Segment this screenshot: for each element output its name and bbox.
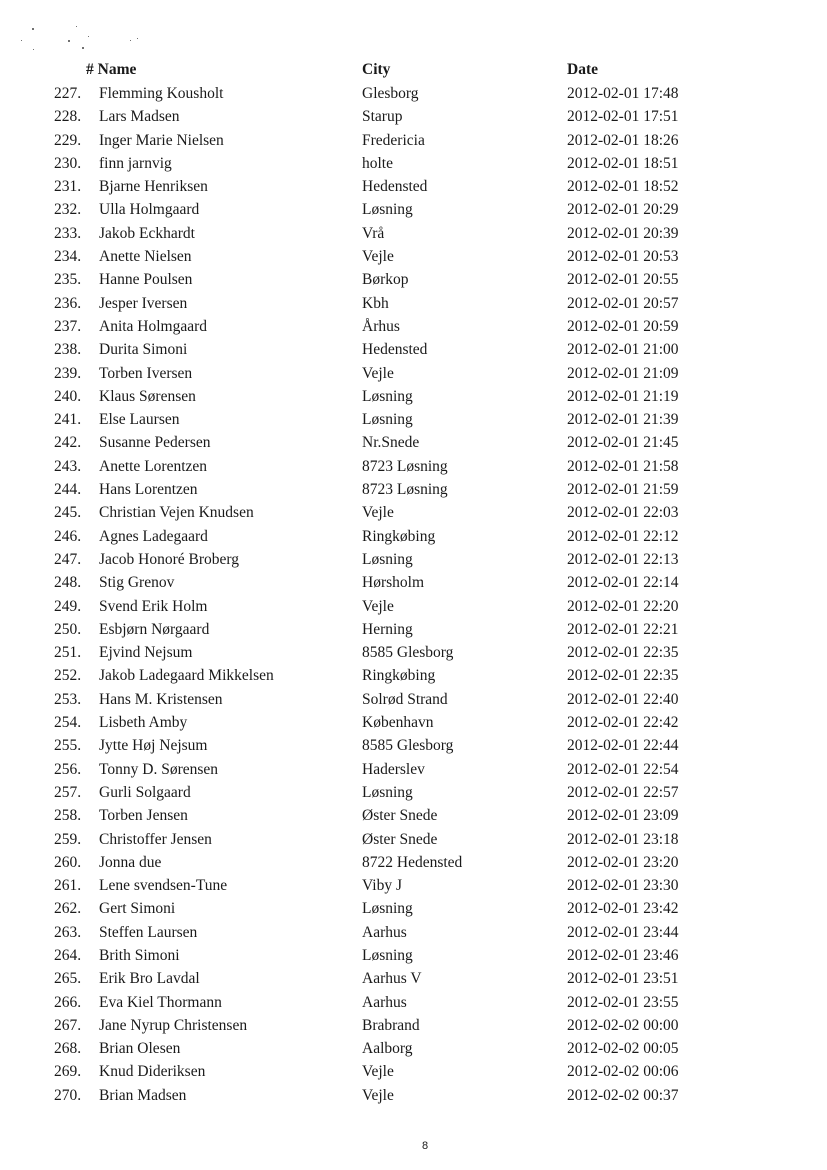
row-city: Løsning: [362, 946, 413, 964]
row-date: 2012-02-01 22:14: [567, 574, 679, 592]
row-number: 252.: [54, 667, 82, 685]
table-row: [0, 550, 827, 573]
row-name: Anette Nielsen: [99, 248, 192, 266]
row-number: 243.: [54, 457, 82, 475]
table-row: [0, 597, 827, 620]
row-number: 234.: [54, 248, 82, 266]
row-number: 230.: [54, 154, 82, 172]
row-city: Løsning: [362, 387, 413, 405]
row-city: Løsning: [362, 201, 413, 219]
page-number: 8: [421, 1140, 429, 1152]
row-date: 2012-02-01 21:59: [567, 481, 679, 499]
table-row: [0, 876, 827, 899]
row-number: 237.: [54, 317, 82, 335]
table-row: [0, 154, 827, 177]
row-date: 2012-02-02 00:06: [567, 1063, 679, 1081]
row-name: Lars Madsen: [99, 108, 180, 126]
row-date: 2012-02-01 17:48: [567, 85, 679, 102]
table-row: [0, 270, 827, 293]
row-date: 2012-02-01 23:20: [567, 853, 679, 871]
row-date: 2012-02-01 22:54: [567, 760, 679, 778]
row-number: 268.: [54, 1040, 82, 1058]
table-row: [0, 713, 827, 736]
row-city: Hedensted: [362, 178, 428, 196]
row-date: 2012-02-01 22:57: [567, 783, 679, 801]
row-name: Durita Simoni: [99, 341, 188, 359]
row-number: 231.: [54, 178, 82, 196]
row-name: Gert Simoni: [99, 900, 176, 918]
row-number: 253.: [54, 690, 82, 708]
row-date: 2012-02-01 23:44: [567, 923, 679, 941]
row-number: 260.: [54, 853, 82, 871]
row-name: Hans Lorentzen: [99, 481, 198, 499]
row-name: Knud Dideriksen: [99, 1063, 206, 1081]
row-city: Løsning: [362, 411, 413, 429]
row-name: Inger Marie Nielsen: [99, 131, 224, 149]
row-number: 254.: [54, 714, 82, 732]
table-row: [0, 364, 827, 387]
row-date: 2012-02-02 00:05: [567, 1040, 679, 1058]
row-city: København: [362, 714, 434, 732]
row-name: Lene svendsen-Tune: [99, 877, 228, 895]
row-number: 235.: [54, 271, 82, 289]
row-date: 2012-02-01 20:55: [567, 271, 679, 289]
row-date: 2012-02-01 23:30: [567, 877, 679, 895]
row-number: 228.: [54, 108, 82, 126]
row-city: Vejle: [362, 504, 394, 522]
row-city: Ringkøbing: [362, 667, 436, 685]
row-number: 244.: [54, 481, 82, 499]
row-name: Jakob Eckhardt: [99, 224, 195, 242]
table-row: [0, 200, 827, 223]
table-row: [0, 806, 827, 829]
row-name: Christian Vejen Knudsen: [99, 504, 254, 522]
row-number: 229.: [54, 131, 82, 149]
row-name: Christoffer Jensen: [99, 830, 212, 848]
table-row: [0, 410, 827, 433]
row-city: Løsning: [362, 783, 413, 801]
table-row: [0, 480, 827, 503]
row-city: Vejle: [362, 597, 394, 615]
scan-speckles: [0, 0, 160, 60]
row-number: 250.: [54, 620, 82, 638]
row-number: 248.: [54, 574, 82, 592]
row-name: Ulla Holmgaard: [99, 201, 200, 219]
row-city: Viby J: [362, 877, 402, 895]
row-date: 2012-02-01 18:52: [567, 178, 679, 196]
row-city: 8585 Glesborg: [362, 644, 454, 662]
row-name: Torben Jensen: [99, 807, 188, 825]
row-city: 8723 Løsning: [362, 481, 448, 499]
row-name: Erik Bro Lavdal: [99, 970, 200, 988]
row-date: 2012-02-01 22:20: [567, 597, 679, 615]
table-row: [0, 643, 827, 666]
row-city: Løsning: [362, 550, 413, 568]
row-number: 247.: [54, 550, 82, 568]
table-row: [0, 107, 827, 130]
row-number: 238.: [54, 341, 82, 359]
row-number: 255.: [54, 737, 82, 755]
row-city: Aarhus: [362, 923, 407, 941]
row-name: Agnes Ladegaard: [99, 527, 208, 545]
row-city: Vejle: [362, 1063, 394, 1081]
row-number: 261.: [54, 877, 82, 895]
row-date: 2012-02-01 21:19: [567, 387, 679, 405]
table-row: [0, 690, 827, 713]
row-date: 2012-02-01 21:09: [567, 364, 679, 382]
row-name: Bjarne Henriksen: [99, 178, 208, 196]
row-number: 266.: [54, 993, 82, 1011]
row-number: 251.: [54, 644, 82, 662]
table-row: [0, 736, 827, 759]
table-row: [0, 294, 827, 317]
row-name: Klaus Sørensen: [99, 387, 196, 405]
header-name: # Name: [86, 61, 137, 78]
row-date: 2012-02-01 22:12: [567, 527, 679, 545]
row-date: 2012-02-01 23:18: [567, 830, 679, 848]
table-row: [0, 387, 827, 410]
row-name: Jonna due: [99, 853, 162, 871]
row-date: 2012-02-01 21:45: [567, 434, 679, 452]
row-number: 258.: [54, 807, 82, 825]
row-city: holte: [362, 154, 393, 172]
row-city: Glesborg: [362, 85, 419, 102]
table-row: [0, 131, 827, 154]
table-row: [0, 573, 827, 596]
table-row: [0, 1039, 827, 1062]
row-number: 256.: [54, 760, 82, 778]
row-name: Hanne Poulsen: [99, 271, 193, 289]
table-row: [0, 946, 827, 969]
row-date: 2012-02-02 00:00: [567, 1016, 679, 1034]
row-number: 267.: [54, 1016, 82, 1034]
row-name: Susanne Pedersen: [99, 434, 211, 452]
row-number: 236.: [54, 294, 82, 312]
row-name: Esbjørn Nørgaard: [99, 620, 210, 638]
row-city: Brabrand: [362, 1016, 420, 1034]
row-city: 8722 Hedensted: [362, 853, 463, 871]
table-row: [0, 177, 827, 200]
row-number: 241.: [54, 411, 82, 429]
table-row: [0, 1016, 827, 1039]
row-date: 2012-02-01 17:51: [567, 108, 679, 126]
table-row: [0, 760, 827, 783]
row-date: 2012-02-02 00:37: [567, 1086, 679, 1104]
header-date: Date: [567, 61, 598, 78]
row-name: Ejvind Nejsum: [99, 644, 193, 662]
table-row: [0, 247, 827, 270]
row-date: 2012-02-01 22:13: [567, 550, 679, 568]
row-city: Børkop: [362, 271, 409, 289]
table-row: [0, 503, 827, 526]
row-date: 2012-02-01 23:51: [567, 970, 679, 988]
table-row: [0, 853, 827, 876]
table-body: [0, 84, 827, 1109]
table-row: [0, 830, 827, 853]
row-city: Øster Snede: [362, 830, 438, 848]
row-date: 2012-02-01 18:26: [567, 131, 679, 149]
row-name: Gurli Solgaard: [99, 783, 191, 801]
row-city: Vejle: [362, 248, 394, 266]
table-row: [0, 457, 827, 480]
row-city: Kbh: [362, 294, 389, 312]
row-city: Haderslev: [362, 760, 425, 778]
row-number: 259.: [54, 830, 82, 848]
row-name: Stig Grenov: [99, 574, 175, 592]
row-date: 2012-02-01 20:59: [567, 317, 679, 335]
table-row: [0, 923, 827, 946]
row-number: 246.: [54, 527, 82, 545]
row-city: Ringkøbing: [362, 527, 436, 545]
row-date: 2012-02-01 20:53: [567, 248, 679, 266]
row-name: Anita Holmgaard: [99, 317, 208, 335]
table-row: [0, 527, 827, 550]
row-number: 240.: [54, 387, 82, 405]
row-city: Starup: [362, 108, 403, 126]
row-date: 2012-02-01 22:03: [567, 504, 679, 522]
row-city: Løsning: [362, 900, 413, 918]
row-city: Vejle: [362, 364, 394, 382]
row-city: Nr.Snede: [362, 434, 420, 452]
row-city: Solrød Strand: [362, 690, 448, 708]
row-date: 2012-02-01 22:42: [567, 714, 679, 732]
row-date: 2012-02-01 21:00: [567, 341, 679, 359]
row-name: Jacob Honoré Broberg: [99, 550, 240, 568]
row-date: 2012-02-01 21:58: [567, 457, 679, 475]
row-name: Hans M. Kristensen: [99, 690, 223, 708]
row-number: 242.: [54, 434, 82, 452]
row-date: 2012-02-01 20:29: [567, 201, 679, 219]
table-row: [0, 433, 827, 456]
row-date: 2012-02-01 22:21: [567, 620, 679, 638]
row-name: Jakob Ladegaard Mikkelsen: [99, 667, 274, 685]
row-city: Hedensted: [362, 341, 428, 359]
row-name: Else Laursen: [99, 411, 180, 429]
row-number: 227.: [54, 85, 82, 102]
table-row: [0, 899, 827, 922]
row-city: Aarhus V: [362, 970, 422, 988]
row-number: 232.: [54, 201, 82, 219]
row-number: 262.: [54, 900, 82, 918]
row-date: 2012-02-01 22:35: [567, 667, 679, 685]
table-row: [0, 666, 827, 689]
row-number: 257.: [54, 783, 82, 801]
row-name: Lisbeth Amby: [99, 714, 188, 732]
row-city: 8723 Løsning: [362, 457, 448, 475]
row-name: Jytte Høj Nejsum: [99, 737, 208, 755]
row-city: 8585 Glesborg: [362, 737, 454, 755]
row-number: 270.: [54, 1086, 82, 1104]
row-date: 2012-02-01 18:51: [567, 154, 679, 172]
row-number: 245.: [54, 504, 82, 522]
row-date: 2012-02-01 20:57: [567, 294, 679, 312]
row-date: 2012-02-01 22:40: [567, 690, 679, 708]
row-number: 263.: [54, 923, 82, 941]
row-date: 2012-02-01 23:55: [567, 993, 679, 1011]
row-number: 264.: [54, 946, 82, 964]
row-city: Århus: [362, 317, 400, 335]
row-city: Vejle: [362, 1086, 394, 1104]
row-name: Eva Kiel Thormann: [99, 993, 222, 1011]
row-date: 2012-02-01 22:35: [567, 644, 679, 662]
row-name: Svend Erik Holm: [99, 597, 208, 615]
table-row: [0, 84, 827, 107]
row-name: Brith Simoni: [99, 946, 180, 964]
table-row: [0, 969, 827, 992]
row-number: 265.: [54, 970, 82, 988]
row-city: Herning: [362, 620, 413, 638]
table-row: [0, 783, 827, 806]
row-city: Fredericia: [362, 131, 425, 149]
row-name: Flemming Kousholt: [99, 85, 224, 102]
table-row: [0, 340, 827, 363]
row-city: Aalborg: [362, 1040, 413, 1058]
row-date: 2012-02-01 20:39: [567, 224, 679, 242]
row-number: 269.: [54, 1063, 82, 1081]
row-date: 2012-02-01 23:42: [567, 900, 679, 918]
row-name: Brian Madsen: [99, 1086, 187, 1104]
row-number: 239.: [54, 364, 82, 382]
row-date: 2012-02-01 23:09: [567, 807, 679, 825]
row-city: Øster Snede: [362, 807, 438, 825]
table-row: [0, 317, 827, 340]
row-city: Vrå: [362, 224, 385, 242]
table-row: [0, 993, 827, 1016]
row-name: Brian Olesen: [99, 1040, 181, 1058]
table-row: [0, 224, 827, 247]
row-date: 2012-02-01 21:39: [567, 411, 679, 429]
row-number: 249.: [54, 597, 82, 615]
header-city: City: [362, 61, 391, 78]
row-date: 2012-02-01 22:44: [567, 737, 679, 755]
table-row: [0, 620, 827, 643]
row-name: finn jarnvig: [99, 154, 172, 172]
row-city: Aarhus: [362, 993, 407, 1011]
row-name: Tonny D. Sørensen: [99, 760, 219, 778]
table-header: [0, 61, 827, 81]
row-name: Torben Iversen: [99, 364, 193, 382]
row-city: Hørsholm: [362, 574, 424, 592]
table-row: [0, 1086, 827, 1109]
row-number: 233.: [54, 224, 82, 242]
row-date: 2012-02-01 23:46: [567, 946, 679, 964]
row-name: Steffen Laursen: [99, 923, 198, 941]
row-name: Jane Nyrup Christensen: [99, 1016, 248, 1034]
row-name: Anette Lorentzen: [99, 457, 208, 475]
row-name: Jesper Iversen: [99, 294, 188, 312]
table-row: [0, 1062, 827, 1085]
